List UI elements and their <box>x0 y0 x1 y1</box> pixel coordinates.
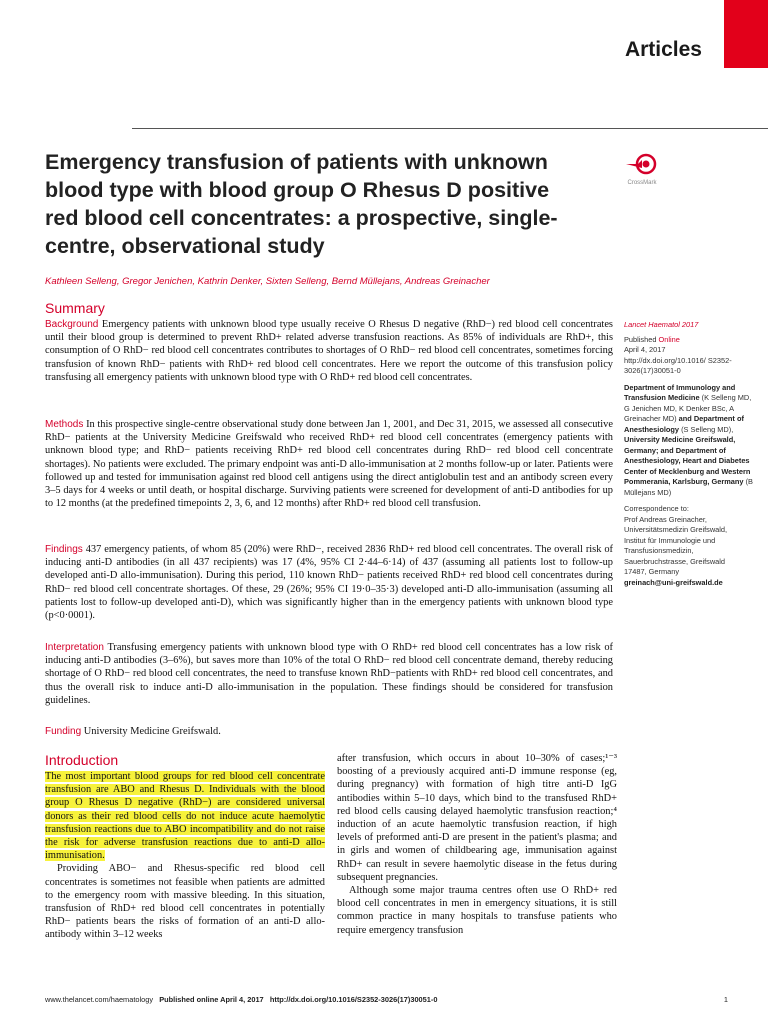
published-date: April 4, 2017 <box>624 345 666 354</box>
correspondence: Correspondence to: Prof Andreas Greinacher, Universitätsmedizin Greifswald, Institut für Immunologie und Transfusionsmedizin, Sauerbruchstrasse, Greifswald 17487, Germany greinach@uni-greifswald.de <box>624 504 728 587</box>
summary-heading: Summary <box>45 300 105 316</box>
background-text: Emergency patients with unknown blood type usually receive O Rhesus D negative (RhD−) red blood cell concentrates until their blood group is determined to prevent RhD+ related adverse transfusion reactions. As 85% of individuals are RhD+, this consumption of O RhD− red blood cell concentrates contributes to shortages of O RhD− red blood cell concentrates, sometimes forcing transfusion of known RhD− patients with RhD+ red blood cell concentrates. Here we report the outcome of this transfusion policy transfusing all emergency patients with unknown blood type with O RhD+ red blood cell concentrates. <box>45 319 613 383</box>
intro-column-right <box>337 752 617 937</box>
journal-citation: Lancet Haematol 2017 <box>624 320 699 329</box>
page-number: 1 <box>723 995 728 1004</box>
header-rule <box>132 128 768 129</box>
methods-text: In this prospective single-centre observational study done between Jan 1, 2001, and Dec 31, 2015, we assessed all consecutive RhD− patients at the University Medicine Greifswald who received RhD+ red blood cell concentrates (emergency patients with unknown blood type; and RhD− patients receiving RhD+ red blood cell concentrates during RhD− red blood cell concentrate shortages). No patients were excluded. The primary endpoint was anti-D allo-immunisation at 2 months follow-up or later. Patients were followed up and tested for immunisation against red blood cell antigens using the direct antiglobulin test and an antibody screen every 3–5 days for 4 weeks or until death, or hospital discharge. Surviving patients were screened for development of anti-D antibodies for up to 12 months (at the predefined timepoints 2, 3, 6, and 12 months) after RhD+ red blood cell transfusion. <box>45 419 613 510</box>
affiliations: Department of Immunology and Transfusion Medicine (K Selleng MD, G Jenichen MD, K Denker BSc, A Greinacher MD) and Department of Anesthesiology (S Selleng MD), University Medicine Greifswald, Germany; and Department of Anesthesiology, Heart and Diabetes Center of Mecklenburg and Western Pommerania, Karlsburg, Germany (B Müllejans MD) <box>624 382 753 497</box>
footer <box>45 995 437 1004</box>
correspondence-email[interactable]: greinach@uni-greifswald.de <box>624 577 723 587</box>
footer-published: Published online April 4, 2017 <box>159 995 264 1004</box>
intro-paragraph-2: Providing ABO− and Rhesus-specific red blood cell concentrates is sometimes not feasible when patients are admitted to the emergency room with massive bleeding. In this situation, transfusion of RhD+ red blood cell concentrates in potentially RhD− patients bears the risks of formation of an anti-D allo-antibody within 3–12 weeks <box>45 863 325 941</box>
funding-paragraph <box>45 725 613 738</box>
footer-doi[interactable]: http://dx.doi.org/10.1016/S2352-3026(17)30051-0 <box>269 995 438 1004</box>
published-online-link[interactable]: Online <box>658 334 680 344</box>
doi-link[interactable]: http://dx.doi.org/10.1016/ S2352-3026(17)30051-0 <box>624 355 732 375</box>
interpretation-paragraph <box>45 641 613 707</box>
interpretation-text: Transfusing emergency patients with unknown blood type with O RhD+ red blood cell concentrates has a low risk of inducing anti-D antibodies (3–6%), but saves more than 10% of the total O RhD− red blood cell concentrate demand, thereby reducing shortage of O RhD− red blood cell concentrates, the need to transfuse known RhD−patients with RhD+ red blood cell concentrates, and thus the overall risk to induce anti-D allo-immunisation in the population. These findings should be considered for transfusion guidelines. <box>45 642 613 706</box>
intro-paragraph-3: after transfusion, which occurs in about 10–30% of cases;¹⁻³ boosting of a previously acquired anti-D immune response (eg, during pregnancy) with formation of high titre anti-D IgG antibodies within 5–10 days, which bind to the transfused RhD+ red blood cells causing delayed haemolytic transfusion reaction;⁴ induction of an acute haemolytic transfusion reaction, if high levels of preformed anti-D are present in the patient's plasma; and in girls and women of childbearing age, immunisation against RhD+ can result in severe haemolytic disease in the fetus during subsequent pregnancies. <box>337 753 617 883</box>
svg-text:CrossMark: CrossMark <box>627 180 657 186</box>
intro-column-left <box>45 770 325 942</box>
findings-label: Findings <box>45 544 83 555</box>
intro-paragraph-4: Although some major trauma centres often use O RhD+ red blood cell concentrates in men in emergency situations, it is still common practice in many hospitals to transfuse patients who require emergency transfusion <box>337 885 617 936</box>
background-paragraph <box>45 318 613 384</box>
section-label: Articles <box>624 38 702 61</box>
findings-text: 437 emergency patients, of whom 85 (20%) were RhD−, received 2836 RhD+ red blood cell concentrates. The overall risk of inducing anti-D antibodies (in all 437 recipients) was 17 (4%, 95% CI 2·44–6·14) of 437 (assuming all patients lost to follow-up developed anti-D allo-immunisation). During this period, 110 known RhD− patients received RhD+ red blood cell concentrates during RhD− red blood cell concentrate shortages. Of these, 29 (26%; 95% CI 19·0–35·3) developed anti-D allo-immunisation (assuming all patients lost to follow-up developed anti-D), which was significantly higher than in the emergency patients with unknown blood type (p<0·0001). <box>45 544 613 622</box>
sidebar-publication-info <box>624 320 754 588</box>
methods-paragraph <box>45 418 613 510</box>
interpretation-label: Interpretation <box>45 642 104 653</box>
methods-label: Methods <box>45 419 84 430</box>
introduction-heading: Introduction <box>45 752 119 768</box>
findings-paragraph <box>45 543 613 622</box>
footer-url[interactable]: www.thelancet.com/haematology <box>45 995 154 1004</box>
highlighted-text: The most important blood groups for red blood cell concentrate transfusion are ABO and Rhesus D. Individuals with the blood group O Rhesus D negative (RhD−) are considered universal donors as their red blood cells do not induce acute haemolytic transfusion reactions due to ABO incompatibility and do not raise the risk for adverse transfusion reactions due to anti-D allo-immunisation. <box>45 771 325 862</box>
journal-color-bar <box>724 0 768 68</box>
article-title: Emergency transfusion of patients with unknown blood type with blood group O Rhesus D positive red blood cell concentrates: a prospective, single-centre, observational study <box>45 150 558 258</box>
background-label: Background <box>45 319 99 330</box>
published-line: Published Online <box>624 334 680 344</box>
crossmark-icon[interactable] <box>624 152 660 192</box>
funding-label: Funding <box>45 726 82 737</box>
funding-text: University Medicine Greifswald. <box>83 726 221 737</box>
author-list: Kathleen Selleng, Gregor Jenichen, Kathrin Denker, Sixten Selleng, Bernd Müllejans, Andreas Greinacher <box>45 276 490 287</box>
